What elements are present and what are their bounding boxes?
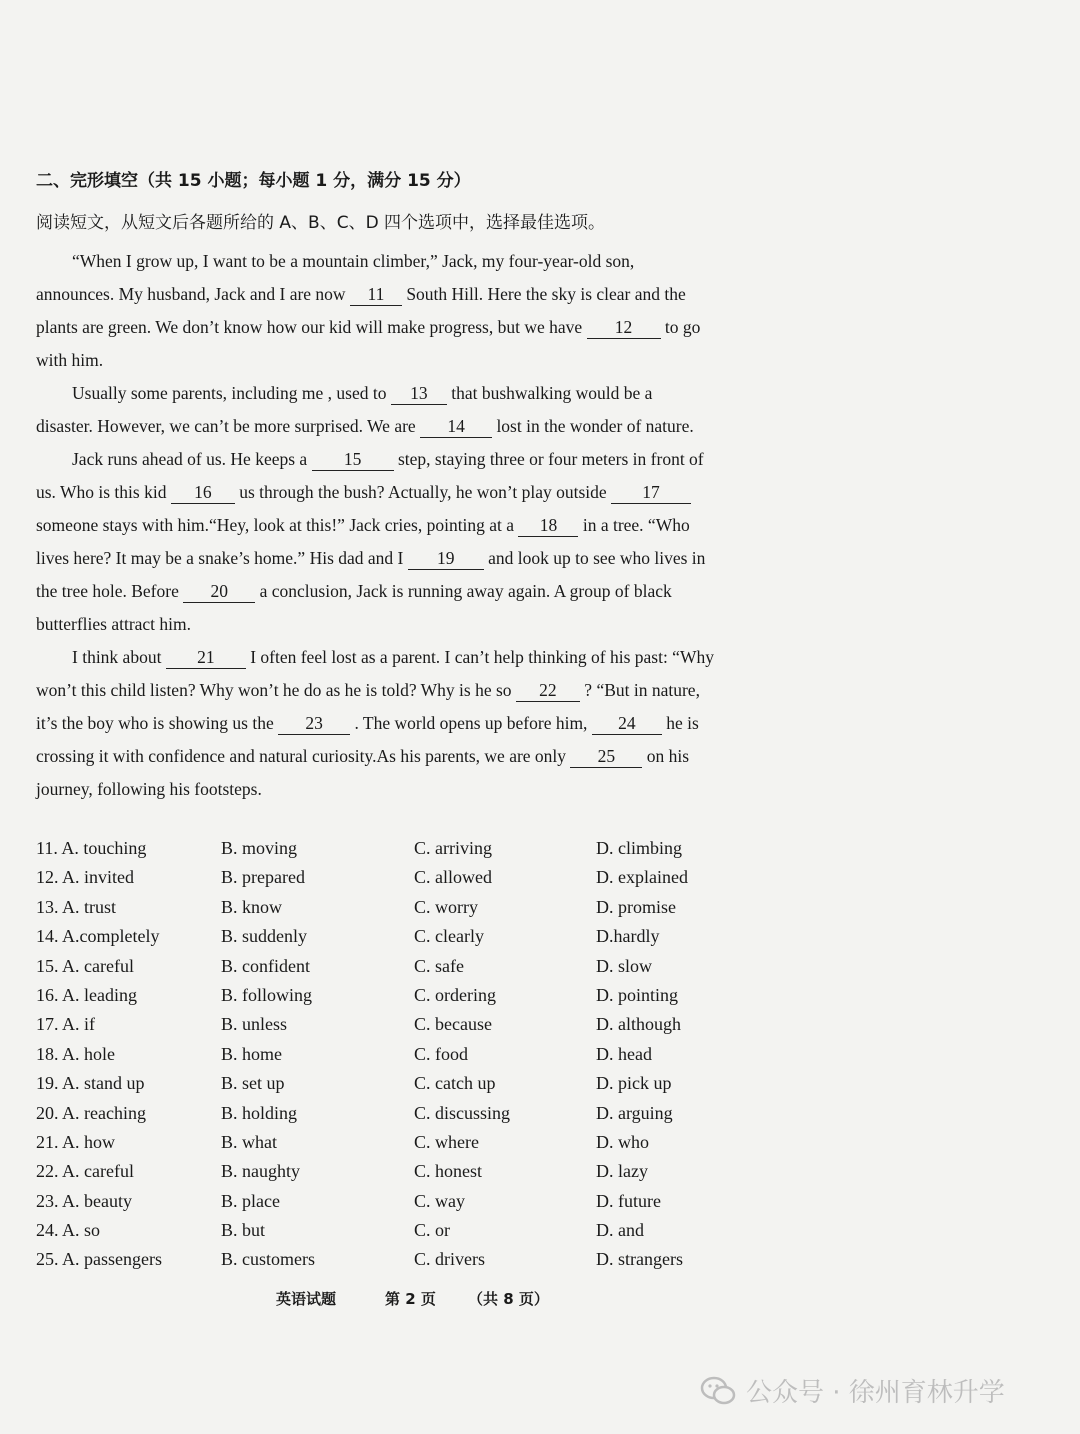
option-c: C. catch up bbox=[414, 1073, 496, 1094]
passage bbox=[36, 245, 758, 806]
option-a: 11. A. touching bbox=[36, 838, 147, 858]
option-c: C. worry bbox=[414, 896, 478, 917]
passage-text: someone stays with him.“Hey, look at this!” Jack cries, pointing at a bbox=[36, 515, 515, 535]
option-row bbox=[36, 834, 736, 863]
option-b: B. unless bbox=[221, 1014, 288, 1035]
passage-line bbox=[36, 674, 758, 707]
option-d: D. strangers bbox=[596, 1249, 683, 1270]
passage-line bbox=[36, 311, 758, 344]
watermark bbox=[700, 1372, 1005, 1409]
option-row bbox=[36, 1157, 736, 1186]
passage-text: with him. bbox=[36, 350, 104, 370]
option-a: 15. A. careful bbox=[36, 955, 134, 976]
passage-text: I think about bbox=[72, 647, 162, 667]
passage-text: . The world opens up before him, bbox=[354, 713, 588, 733]
blank-25: 25 bbox=[570, 745, 642, 768]
passage-text: ? “But in nature, bbox=[584, 680, 700, 700]
option-c: C. honest bbox=[414, 1161, 483, 1182]
passage-line bbox=[36, 245, 758, 278]
blank-18: 18 bbox=[518, 514, 578, 537]
option-c: C. drivers bbox=[414, 1249, 485, 1270]
footer-subject: 英语试题 bbox=[276, 1290, 337, 1308]
option-row bbox=[36, 1216, 736, 1245]
option-d: D. and bbox=[596, 1220, 644, 1241]
option-c: C. or bbox=[414, 1220, 450, 1241]
option-a: 23. A. beauty bbox=[36, 1190, 132, 1211]
option-row bbox=[36, 1069, 736, 1098]
passage-text: the tree hole. Before bbox=[36, 581, 179, 601]
option-a: 17. A. if bbox=[36, 1014, 96, 1035]
passage-line bbox=[36, 707, 758, 740]
option-row bbox=[36, 952, 736, 981]
option-d: D. head bbox=[596, 1043, 652, 1064]
options-list bbox=[36, 834, 736, 1275]
option-b: B. home bbox=[221, 1043, 282, 1064]
option-b: B. confident bbox=[221, 955, 310, 976]
option-row bbox=[36, 1128, 736, 1157]
option-b: B. suddenly bbox=[221, 926, 308, 947]
option-b: B. moving bbox=[221, 838, 298, 858]
instruction: 阅读短文，从短文后各题所给的 A、B、C、D 四个选项中，选择最佳选项。 bbox=[36, 213, 606, 233]
option-row bbox=[36, 1187, 736, 1216]
option-row bbox=[36, 1010, 736, 1039]
passage-line bbox=[36, 443, 758, 476]
blank-21: 21 bbox=[166, 646, 246, 669]
option-d: D. although bbox=[596, 1014, 681, 1035]
option-b: B. but bbox=[221, 1220, 266, 1241]
option-d: D.hardly bbox=[596, 926, 660, 947]
passage-line bbox=[36, 608, 758, 641]
passage-text: a conclusion, Jack is running away again. A group of black bbox=[259, 581, 672, 601]
blank-13: 13 bbox=[391, 382, 447, 405]
option-b: B. what bbox=[221, 1131, 277, 1152]
passage-line bbox=[36, 641, 758, 674]
passage-text: South Hill. Here the sky is clear and the bbox=[406, 284, 686, 304]
blank-19: 19 bbox=[408, 547, 484, 570]
passage-line bbox=[36, 377, 758, 410]
passage-line bbox=[36, 344, 758, 377]
option-d: D. future bbox=[596, 1190, 661, 1211]
option-a: 25. A. passengers bbox=[36, 1249, 162, 1270]
passage-text: on his bbox=[646, 746, 690, 766]
option-a: 13. A. trust bbox=[36, 896, 117, 917]
passage-text: it’s the boy who is showing us the bbox=[36, 713, 274, 733]
passage-line bbox=[36, 542, 758, 575]
option-b: B. following bbox=[221, 984, 313, 1005]
option-c: C. where bbox=[414, 1131, 479, 1152]
option-a: 18. A. hole bbox=[36, 1043, 115, 1064]
option-c: C. allowed bbox=[414, 867, 492, 888]
option-b: B. customers bbox=[221, 1249, 315, 1270]
option-a: 24. A. so bbox=[36, 1220, 101, 1241]
blank-15: 15 bbox=[312, 448, 394, 471]
option-row bbox=[36, 1099, 736, 1128]
option-a: 16. A. leading bbox=[36, 984, 137, 1005]
blank-24: 24 bbox=[592, 712, 662, 735]
passage-line bbox=[36, 773, 758, 806]
option-row bbox=[36, 1040, 736, 1069]
passage-text: won’t this child listen? Why won’t he do as he is told? Why is he so bbox=[36, 680, 512, 700]
passage-line bbox=[36, 278, 758, 311]
option-row bbox=[36, 922, 736, 951]
option-b: B. naughty bbox=[221, 1161, 300, 1182]
passage-text: in a tree. “Who bbox=[582, 515, 690, 535]
option-d: D. climbing bbox=[596, 838, 682, 858]
option-c: C. arriving bbox=[414, 838, 492, 858]
option-row bbox=[36, 863, 736, 892]
passage-text: to go bbox=[664, 317, 701, 337]
option-c: C. because bbox=[414, 1014, 492, 1035]
option-a: 21. A. how bbox=[36, 1131, 116, 1152]
passage-text: butterflies attract him. bbox=[36, 614, 192, 634]
option-d: D. lazy bbox=[596, 1161, 648, 1182]
passage-text: he is bbox=[666, 713, 699, 733]
option-c: C. safe bbox=[414, 955, 464, 976]
footer-total-pages: （共 8 页） bbox=[468, 1290, 549, 1308]
passage-line bbox=[36, 575, 758, 608]
option-d: D. arguing bbox=[596, 1102, 673, 1123]
section-title: 二、完形填空（共 15 小题；每小题 1 分，满分 15 分） bbox=[36, 171, 471, 191]
blank-17: 17 bbox=[611, 481, 691, 504]
option-c: C. food bbox=[414, 1043, 468, 1064]
footer-page-number: 第 2 页 bbox=[385, 1290, 436, 1308]
option-a: 20. A. reaching bbox=[36, 1102, 146, 1123]
option-row bbox=[36, 981, 736, 1010]
passage-text: announces. My husband, Jack and I are now bbox=[36, 284, 346, 304]
blank-23: 23 bbox=[278, 712, 350, 735]
blank-20: 20 bbox=[183, 580, 255, 603]
option-d: D. pointing bbox=[596, 984, 679, 1005]
passage-text: crossing it with confidence and natural curiosity.As his parents, we are only bbox=[36, 746, 567, 766]
option-a: 22. A. careful bbox=[36, 1161, 134, 1182]
option-b: B. place bbox=[221, 1190, 280, 1211]
option-c: C. way bbox=[414, 1190, 465, 1211]
passage-text: lost in the wonder of nature. bbox=[496, 416, 694, 436]
option-b: B. know bbox=[221, 896, 283, 917]
passage-line bbox=[36, 740, 758, 773]
passage-text: lives here? It may be a snake’s home.” His dad and I bbox=[36, 548, 404, 568]
option-a: 19. A. stand up bbox=[36, 1073, 145, 1094]
option-c: C. clearly bbox=[414, 926, 484, 947]
option-c: C. discussing bbox=[414, 1102, 511, 1123]
blank-11: 11 bbox=[350, 283, 402, 306]
passage-text: journey, following his footsteps. bbox=[36, 779, 262, 799]
option-b: B. prepared bbox=[221, 867, 305, 888]
option-d: D. who bbox=[596, 1131, 649, 1152]
blank-14: 14 bbox=[420, 415, 492, 438]
passage-text: plants are green. We don’t know how our kid will make progress, but we have bbox=[36, 317, 583, 337]
passage-line bbox=[36, 410, 758, 443]
wechat-icon bbox=[700, 1376, 736, 1406]
passage-text: step, staying three or four meters in front of bbox=[397, 449, 704, 469]
passage-text: disaster. However, we can’t be more surprised. We are bbox=[36, 416, 416, 436]
option-a: 14. A.completely bbox=[36, 926, 160, 947]
option-d: D. pick up bbox=[596, 1073, 672, 1094]
option-a: 12. A. invited bbox=[36, 867, 134, 888]
option-row bbox=[36, 893, 736, 922]
option-d: D. promise bbox=[596, 896, 676, 917]
option-c: C. ordering bbox=[414, 984, 496, 1005]
blank-12: 12 bbox=[587, 316, 661, 339]
option-d: D. explained bbox=[596, 867, 688, 888]
option-b: B. set up bbox=[221, 1073, 285, 1094]
passage-line bbox=[36, 509, 758, 542]
passage-text: us through the bush? Actually, he won’t play outside bbox=[239, 482, 607, 502]
watermark-text: 公众号 · 徐州育林升学 bbox=[746, 1378, 1005, 1408]
option-d: D. slow bbox=[596, 955, 653, 976]
option-row bbox=[36, 1245, 736, 1274]
passage-text: I often feel lost as a parent. I can’t help thinking of his past: “Why bbox=[250, 647, 714, 667]
blank-16: 16 bbox=[171, 481, 235, 504]
passage-text: Jack runs ahead of us. He keeps a bbox=[72, 449, 308, 469]
passage-text: “When I grow up, I want to be a mountain climber,” Jack, my four-year-old son, bbox=[72, 251, 635, 271]
passage-text: Usually some parents, including me , used to bbox=[72, 383, 387, 403]
passage-text: that bushwalking would be a bbox=[451, 383, 653, 403]
option-b: B. holding bbox=[221, 1102, 298, 1123]
passage-line bbox=[36, 476, 758, 509]
passage-text: us. Who is this kid bbox=[36, 482, 167, 502]
blank-22: 22 bbox=[516, 679, 580, 702]
passage-text: and look up to see who lives in bbox=[488, 548, 706, 568]
